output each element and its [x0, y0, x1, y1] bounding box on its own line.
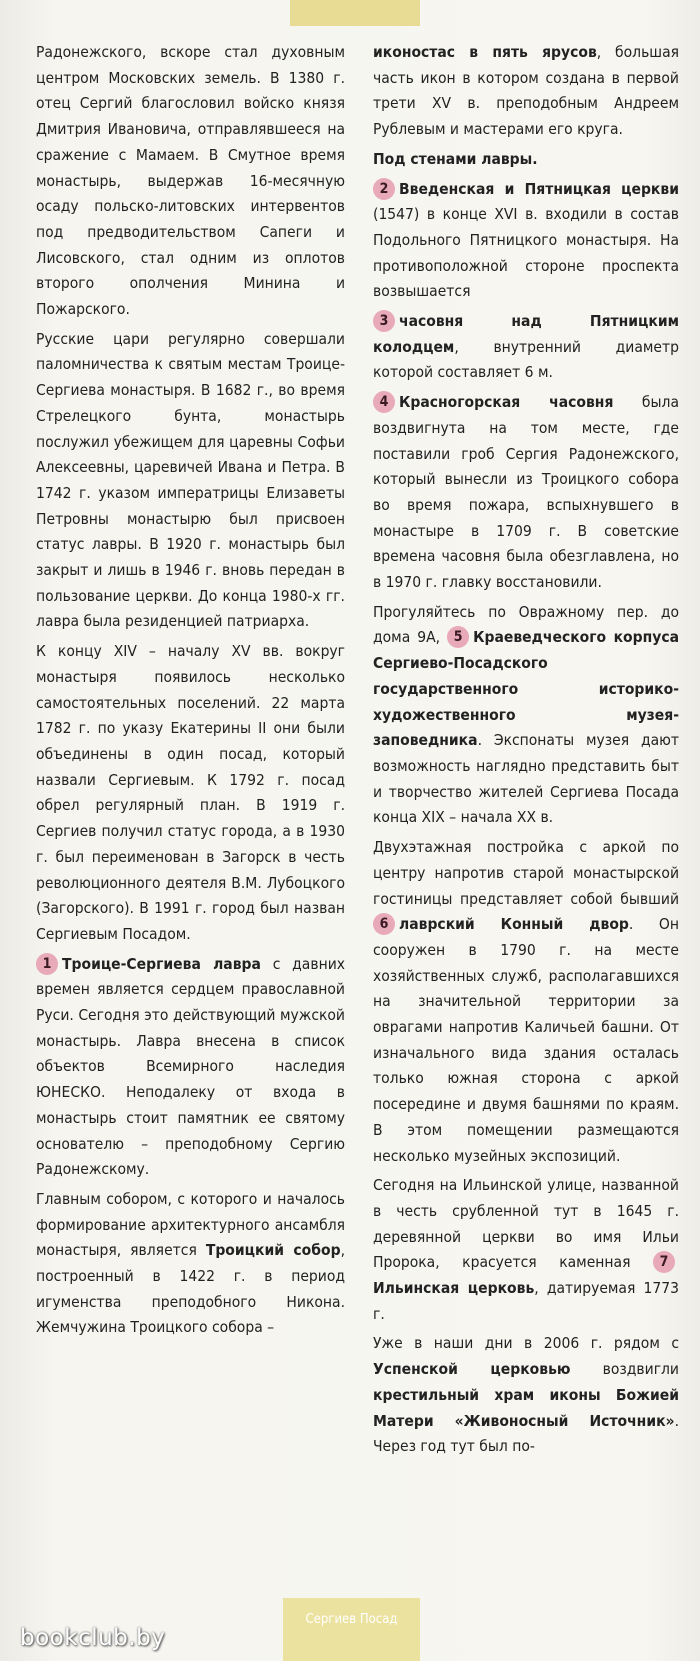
- paragraph: К концу XIV – началу XV вв. вокруг монастыря появилось несколько самостоятельных поселений. 22 марта 1782 г. по указу Екатерины II они были объединены в один посад, который назвали Сергиевым. К 1792 г. посад обрел регулярный план. В 1919 г. Сергиев получил статус города, а в 1930 г. был переименован в Загорск в честь революционного деятеля В.М. Лубоцкого (Загорского). В 1991 г. город был назван Сергиевым Посадом.: [36, 642, 345, 943]
- footer-tab: [283, 1598, 420, 1661]
- footer-tab-label: Сергиев Посад: [305, 1612, 398, 1627]
- paragraph: Русские цари регулярно совершали паломничества к святым местам Троице-Сергиева монастыря. В 1682 г., во время Стрелецкого бунта, монастырь послужил убежищем для царевны Софьи Алексеевны, царевичей Ивана и Петра. В 1742 г. указом императрицы Елизаветы Петровны монастырю был присвоен статус лавры. В 1920 г. монастырь был закрыт и лишь в 1946 г. вновь передан в пользование церкви. До конца 1980-х гг. лавра была резиденцией патриарха.: [36, 329, 345, 631]
- place-name: часовня над Пятницким колодцем: [373, 312, 679, 356]
- paragraph-text: (1547) в конце XVI в. входили в состав Подольного Пятницкого монастыря. На противоположной стороне проспекта возвышается: [373, 205, 679, 301]
- marker-badge-6: 6: [373, 913, 395, 935]
- iconostasis-highlight: иконостас в пять ярусов: [373, 43, 597, 61]
- place-name: Красногорская часовня: [399, 393, 614, 412]
- marker-badge-7: 7: [653, 1251, 675, 1273]
- paragraph-text: , датируемая 1773 г.: [373, 1279, 679, 1323]
- marker-badge-5: 5: [447, 626, 469, 648]
- paragraph-text: , построенный в 1422 г. в период игуменства преподобного Никона. Жемчужина Троицкого собора –: [36, 1241, 346, 1337]
- paragraph-marker-1: [36, 952, 345, 1183]
- paragraph-text: . Он сооружен в 1790 г. на месте хозяйственных служб, располагавшихся на значительной территории за оврагами напротив Каличьей башни. От изначального вида здания осталась только южная сторона с аркой посередине и двумя башнями по краям. В этом помещении размещаются несколько музейных экспозиций.: [373, 915, 679, 1165]
- place-name: крестильный храм иконы Божией Матери «Живоносный Источник»: [373, 1385, 679, 1430]
- paragraph-text: Уже в наши дни в 2006 г. рядом с: [373, 1334, 679, 1353]
- paragraph-text: , внутренний диаметр которой составляет 6 м.: [373, 337, 679, 382]
- paragraph: Радонежского, вскоре стал духовным центром Московских земель. В 1380 г. отец Сергий благословил войско князя Дмитрия Ивановича, отправлявшееся на сражение с Мамаем. В Смутное время монастырь, выдержав 16-месячную осаду польско-литовских интервентов под предводительством Сапеги и Лисовского, стал одним из оплотов второго ополчения Минина и Пожарского.: [36, 43, 345, 319]
- left-column: [36, 40, 345, 1345]
- right-column: [373, 40, 679, 1464]
- paragraph: [36, 1187, 345, 1341]
- paragraph-text: Сегодня на Ильинской улице, названной в честь срубленной тут в 1645 г. деревянной церкви во имя Ильи Пророка, красуется каменная: [373, 1176, 679, 1272]
- place-name-trinity-cathedral: Троицкий собор: [205, 1241, 341, 1260]
- place-name: Успенской церковью: [373, 1360, 571, 1379]
- paragraph-text: Прогуляйтесь по Овражному пер. до дома 9А,: [373, 602, 679, 647]
- marker-badge-3: 3: [373, 310, 395, 332]
- place-name: Ильинская церковь: [373, 1279, 535, 1298]
- paragraph-marker-5: [373, 600, 679, 831]
- watermark: bookclub.by: [20, 1625, 166, 1651]
- paragraph-text: , большая часть икон в котором создана в первой трети XV в. преподобным Андреем Рублевым и мастерами его круга.: [373, 43, 679, 139]
- paragraph-text: с давних времен является сердцем православной Руси. Сегодня это действующий мужской монастырь. Лавра внесена в список объектов Всемирного наследия ЮНЕСКО. Неподалеку от входа в монастырь стоит памятник ее святому основателю – преподобному Сергию Радонежскому.: [36, 954, 345, 1179]
- top-color-tab: [290, 0, 420, 26]
- paragraph-text: . Через год тут был по-: [373, 1411, 679, 1456]
- paragraph: [373, 40, 679, 143]
- place-name-lavra: Троице-Сергиева лавра: [62, 954, 261, 973]
- paragraph-marker-6: [373, 835, 679, 1169]
- paragraph: [373, 1331, 679, 1460]
- paragraph-marker-3: [373, 309, 679, 386]
- paragraph-marker-2: [373, 177, 679, 306]
- paragraph-text: Главным собором, с которого и началось формирование архитектурного ансамбля монастыря, является: [36, 1189, 345, 1260]
- place-name: лаврский Конный двор: [399, 915, 629, 934]
- section-heading: Под стенами лавры.: [373, 149, 538, 168]
- paragraph-text: воздвигли: [570, 1360, 679, 1379]
- marker-badge-4: 4: [373, 391, 395, 413]
- place-name: Введенская и Пятницкая церкви: [399, 179, 679, 198]
- paragraph-text: . Экспонаты музея дают возможность наглядно представить быт и творчество жителей Сергиева Посада конца XIX – начала XX в.: [373, 731, 679, 827]
- paragraph-marker-7: [373, 1173, 679, 1327]
- paragraph-marker-4: [373, 390, 679, 596]
- marker-badge-2: 2: [373, 178, 395, 200]
- marker-badge-1: 1: [36, 953, 58, 975]
- paragraph-text: была воздвигнута на том месте, где поставили гроб Сергия Радонежского, который вынесли из Троицкого собора во время пожара, вспыхнувшего в монастыре в 1709 г. В советские времена часовня была обезглавлена, но в 1970 г. главку восстановили.: [373, 393, 679, 592]
- place-name: Краеведческого корпуса Сергиево-Посадского государственного историко-художественного музея-заповедника: [373, 628, 679, 750]
- paragraph-text: Двухэтажная постройка с аркой по центру напротив старой монастырской гостиницы представляет собой бывший: [373, 838, 679, 908]
